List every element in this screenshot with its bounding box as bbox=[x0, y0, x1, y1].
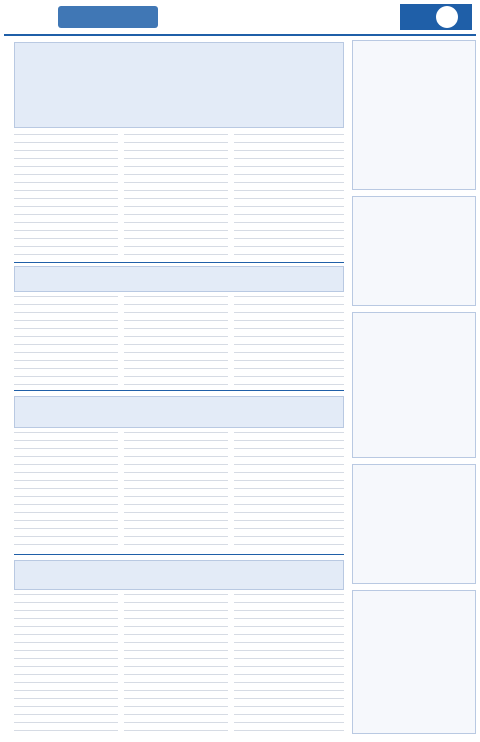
newspaper-logo bbox=[58, 4, 158, 30]
story-4-col-1 bbox=[14, 594, 118, 734]
story-2-col-2 bbox=[124, 296, 228, 386]
brief-3 bbox=[352, 312, 476, 458]
story-2-col-1 bbox=[14, 296, 118, 386]
divider bbox=[14, 390, 344, 391]
story-3-col-3 bbox=[234, 432, 344, 550]
lead-story-col-3 bbox=[234, 134, 344, 260]
brief-2 bbox=[352, 196, 476, 306]
logo-mark bbox=[58, 4, 158, 30]
story-4-col-2 bbox=[124, 594, 228, 734]
brief-1 bbox=[352, 40, 476, 190]
divider bbox=[14, 262, 344, 263]
story-4-col-3 bbox=[234, 594, 344, 734]
lead-headline-block bbox=[14, 42, 344, 128]
page-number-badge bbox=[436, 6, 458, 28]
story-3-col-2 bbox=[124, 432, 228, 550]
story-3-col-1 bbox=[14, 432, 118, 550]
story-2-col-3 bbox=[234, 296, 344, 386]
lead-story-col-2 bbox=[124, 134, 228, 260]
story-3-headline bbox=[14, 396, 344, 428]
brief-4 bbox=[352, 464, 476, 584]
story-4-headline bbox=[14, 560, 344, 590]
brief-5 bbox=[352, 590, 476, 734]
divider bbox=[14, 554, 344, 555]
lead-story-col-1 bbox=[14, 134, 118, 260]
story-2-headline bbox=[14, 266, 344, 292]
